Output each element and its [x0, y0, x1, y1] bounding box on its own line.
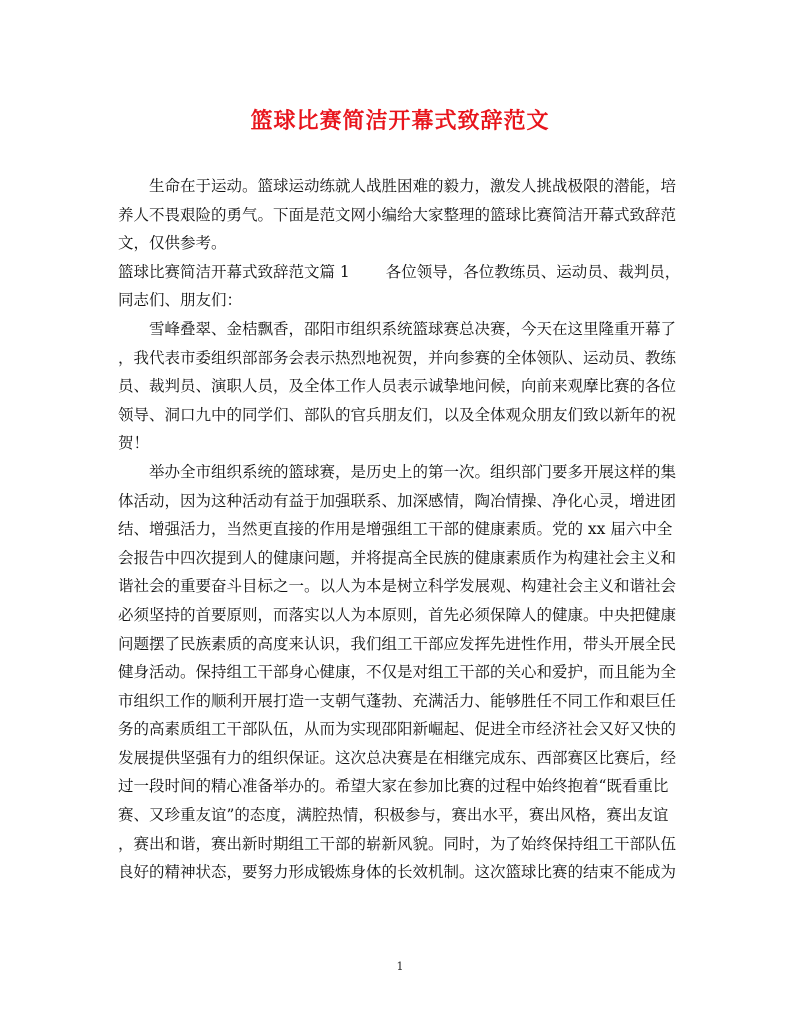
text-line-heading [118, 258, 684, 287]
text-line: 市组织工作的顺利开展打造一支朝气蓬勃、充满活力、能够胜任不同工作和艰巨任 [118, 691, 677, 710]
text-line: 问题摆了民族素质的高度来认识，我们组工干部应发挥先进性作用，带头开展全民 [118, 634, 677, 653]
text-line: 贺！ [118, 434, 150, 453]
text-line: 体活动，因为这种活动有益于加强联系、加深感情，陶冶情操、净化心灵，增进团 [118, 491, 677, 510]
text-line: 健身活动。保持组工干部身心健康，不仅是对组工干部的关心和爱护，而且能为全 [118, 663, 677, 682]
text-line: 同志们、朋友们： [118, 291, 243, 310]
text-line: 结、增强活力，当然更直接的作用是增强组工干部的健康素质。党的 xx 届六中全 [118, 520, 673, 539]
document-body [118, 172, 684, 887]
text-line: ，我代表市委组织部部务会表示热烈地祝贺，并向参赛的全体领队、运动员、教练 [118, 348, 677, 367]
text-line: 生命在于运动。篮球运动练就人战胜困难的毅力，激发人挑战极限的潜能，培 [149, 177, 677, 195]
text-line: 会报告中四次提到人的健康问题，并将提高全民族的健康素质作为构建社会主义和 [118, 548, 677, 567]
text-line: 领导、洞口九中的同学们、部队的官兵朋友们，以及全体观众朋友们致以新年的祝 [118, 405, 677, 424]
page-number: 1 [396, 960, 404, 973]
text-line: 员、裁判员、演职人员，及全体工作人员表示诚挚地问候，向前来观摩比赛的各位 [118, 377, 677, 396]
text-line: 举办全市组织系统的篮球赛，是历史上的第一次。组织部门要多开展这样的集 [149, 462, 677, 481]
text-line: 谐社会的重要奋斗目标之一。以人为本是树立科学发展观、构建社会主义和谐社会 [118, 577, 677, 596]
text-line: 发展提供坚强有力的组织保证。这次总决赛是在相继完成东、西部赛区比赛后，经 [118, 748, 677, 767]
text-line: 务的高素质组工干部队伍，从而为实现邵阳新崛起、促进全市经济社会又好又快的 [118, 720, 677, 739]
text-line: 雪峰叠翠、金桔飘香，邵阳市组织系统篮球赛总决赛，今天在这里隆重开幕了 [149, 319, 677, 338]
document-title: 篮球比赛简洁开幕式致辞范文 [250, 108, 550, 134]
text-line: 必须坚持的首要原则，而落实以人为本原则，首先必须保障人的健康。中央把健康 [118, 605, 677, 624]
section-heading: 篮球比赛简洁开幕式致辞范文篇 1 [118, 262, 350, 281]
text-line: 养人不畏艰险的勇气。下面是范文网小编给大家整理的篮球比赛简洁开幕式致辞范 [118, 205, 677, 224]
text-line: 赛、又珍重友谊”的态度，满腔热情，积极参与，赛出水平，赛出风格，赛出友谊 [118, 806, 669, 825]
text-line: 文，仅供参考。 [118, 234, 227, 253]
salutation: 各位领导，各位教练员、运动员、裁判员， [385, 262, 681, 281]
text-line: 过一段时间的精心准备举办的。希望大家在参加比赛的过程中始终抱着“既看重比 [118, 777, 669, 796]
text-line: ，赛出和谐，赛出新时期组工干部的崭新风貌。同时，为了始终保持组工干部队伍 [118, 834, 677, 853]
text-line: 良好的精神状态，要努力形成锻炼身体的长效机制。这次篮球比赛的结束不能成为 [118, 863, 677, 882]
